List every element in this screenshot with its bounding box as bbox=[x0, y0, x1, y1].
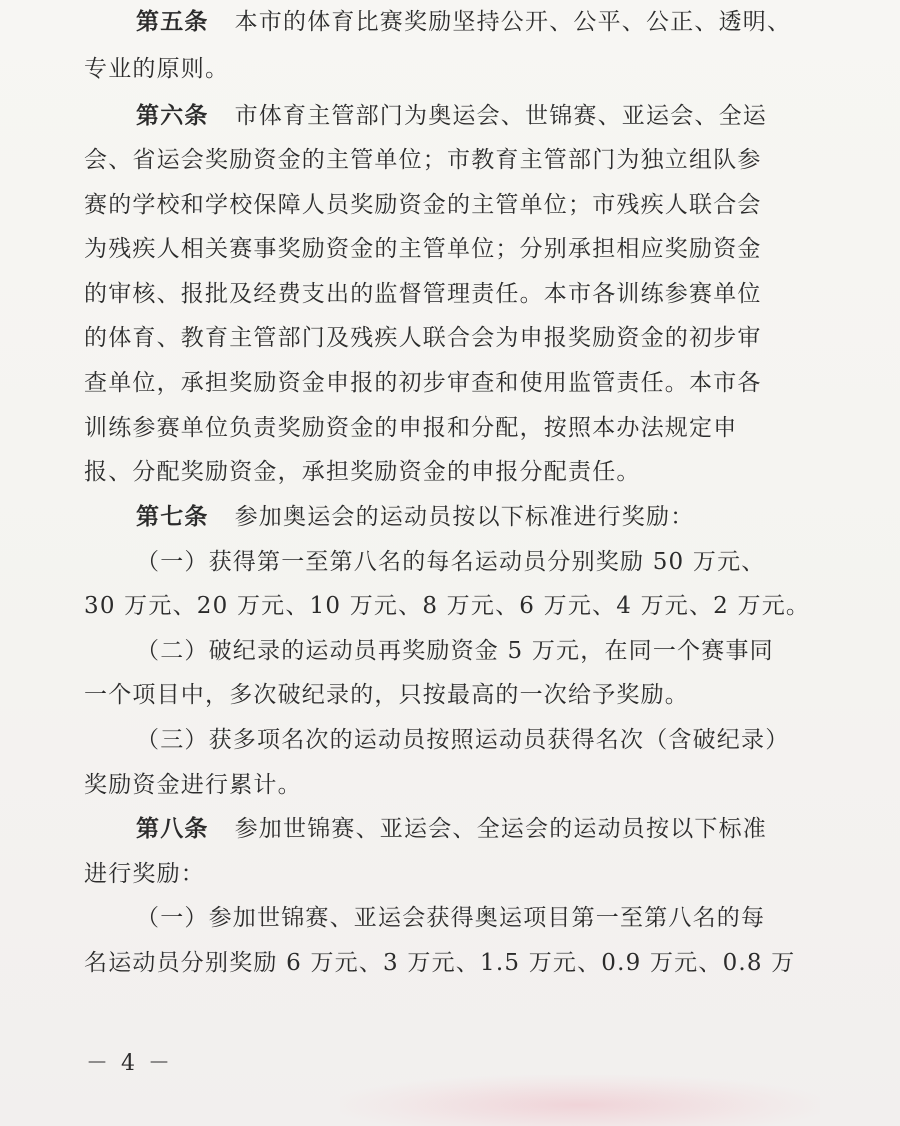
article-8-line-2: 进行奖励： bbox=[84, 861, 205, 887]
article-6-line-6: 的体育、教育主管部门及残疾人联合会为申报奖励资金的初步审 bbox=[84, 325, 762, 351]
article-7-item-1-line-1: （一）获得第一至第八名的每名运动员分别奖励 50 万元、 bbox=[136, 549, 766, 575]
article-6-line-7: 查单位，承担奖励资金申报的初步审查和使用监管责任。本市各 bbox=[84, 370, 762, 396]
article-6-line-1 bbox=[136, 101, 767, 131]
article-6-line-5: 的审核、报批及经费支出的监督管理责任。本市各训练参赛单位 bbox=[84, 281, 762, 307]
article-7-item-1-line-2: 30 万元、20 万元、10 万元、8 万元、6 万元、4 万元、2 万元。 bbox=[84, 593, 811, 619]
article-6-text: 市体育主管部门为奥运会、世锦赛、亚运会、全运 bbox=[234, 103, 768, 129]
article-5-heading: 第五条 bbox=[136, 9, 209, 35]
article-8-heading: 第八条 bbox=[136, 816, 209, 842]
article-6-line-4: 为残疾人相关赛事奖励资金的主管单位；分别承担相应奖励资金 bbox=[84, 236, 762, 262]
article-5-text: 本市的体育比赛奖励坚持公开、公平、公正、透明、 bbox=[234, 9, 792, 35]
article-6-line-9: 报、分配奖励资金，承担奖励资金的申报分配责任。 bbox=[84, 459, 641, 485]
article-8-item-1-line-1: （一）参加世锦赛、亚运会获得奥运项目第一至第八名的每 bbox=[136, 905, 766, 931]
article-5-line-2: 专业的原则。 bbox=[84, 56, 230, 82]
article-7-item-3-line-2: 奖励资金进行累计。 bbox=[84, 772, 302, 798]
page-number: － 4 － bbox=[86, 1051, 173, 1076]
article-6-heading: 第六条 bbox=[136, 103, 209, 129]
article-6-line-2: 会、省运会奖励资金的主管单位；市教育主管部门为独立组队参 bbox=[84, 147, 762, 173]
article-6-line-3: 赛的学校和学校保障人员奖励资金的主管单位；市残疾人联合会 bbox=[84, 192, 762, 218]
article-7-item-2-line-2: 一个项目中，多次破纪录的，只按最高的一次给予奖励。 bbox=[84, 682, 689, 708]
article-7-item-2-line-1: （二）破纪录的运动员再奖励资金 5 万元，在同一个赛事同 bbox=[136, 638, 774, 664]
article-7-item-3-line-1: （三）获多项名次的运动员按照运动员获得名次（含破纪录） bbox=[136, 727, 790, 753]
article-8-line-1 bbox=[136, 814, 767, 844]
article-7-text: 参加奥运会的运动员按以下标准进行奖励： bbox=[234, 504, 695, 530]
article-8-item-1-line-2: 名运动员分别奖励 6 万元、3 万元、1.5 万元、0.9 万元、0.8 万 bbox=[84, 950, 796, 976]
article-5-line-1 bbox=[136, 7, 791, 37]
article-8-text: 参加世锦赛、亚运会、全运会的运动员按以下标准 bbox=[234, 816, 768, 842]
article-7-heading: 第七条 bbox=[136, 504, 209, 530]
article-7-line-1 bbox=[136, 502, 694, 532]
article-6-line-8: 训练参赛单位负责奖励资金的申报和分配，按照本办法规定申 bbox=[84, 415, 738, 441]
paper-stain bbox=[340, 1075, 820, 1126]
